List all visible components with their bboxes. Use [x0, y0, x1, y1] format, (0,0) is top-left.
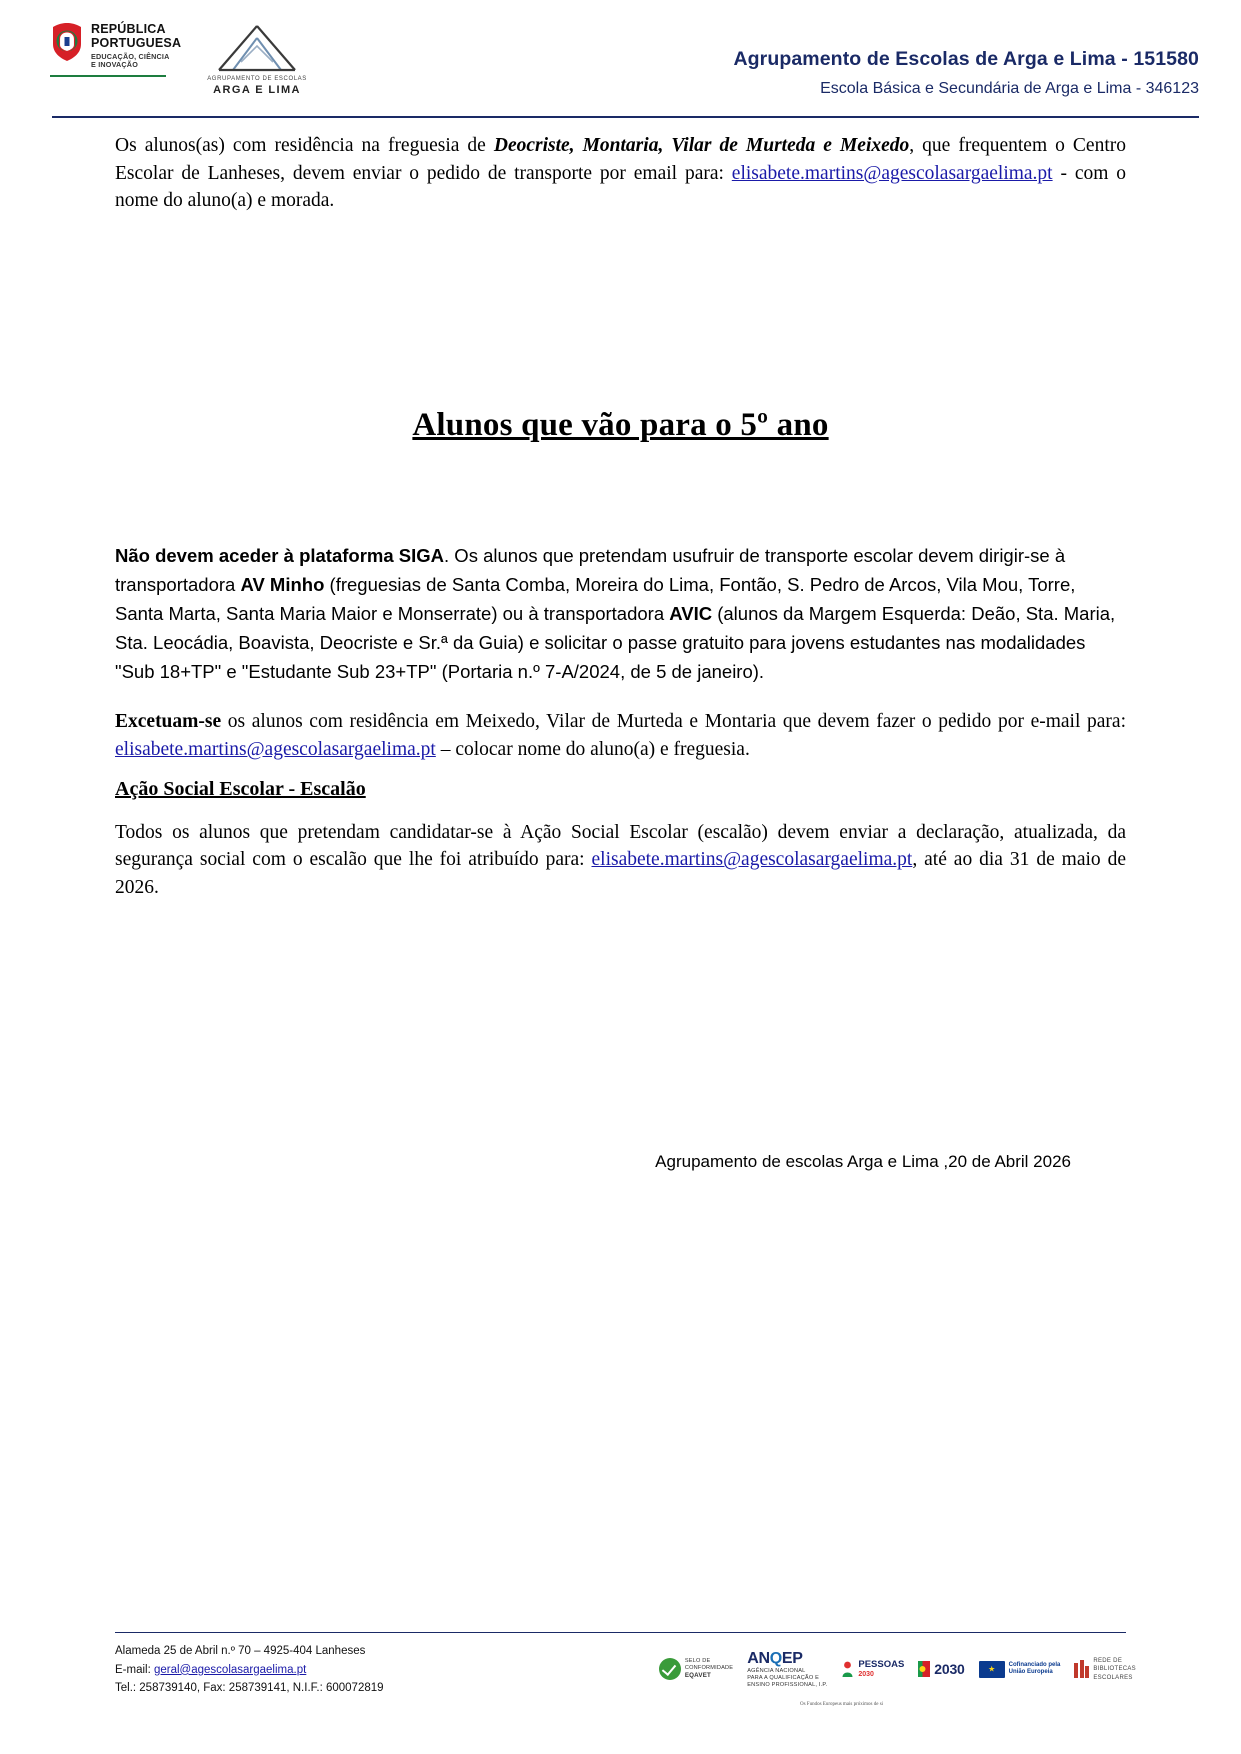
footer-logos — [659, 1642, 1136, 1689]
header-title-main: Agrupamento de Escolas de Arga e Lima - 151580 — [733, 48, 1199, 70]
rbe-books-icon — [1074, 1660, 1089, 1678]
republica-line4: E INOVAÇÃO — [91, 60, 138, 70]
rbe-logo — [1074, 1657, 1136, 1681]
eqavet-line1: SELO DE — [684, 1658, 711, 1665]
page-title: Alunos que vão para o 5º ano — [412, 407, 829, 444]
footer-divider — [115, 1632, 1126, 1633]
acao-social-text1: Todos os alunos que pretendam candidatar-se à Ação Social Escolar (escalão) devem enviar a declaração, atualizada, da segurança social com o escalão que lhe foi atribuído para: — [115, 821, 1126, 871]
footer-address-line: Alameda 25 de Abril n.º 70 – 4925-404 Lanheses — [115, 1645, 366, 1657]
republica-portuguesa-logo — [50, 22, 181, 77]
acao-social-text2: , até ao dia 31 de maio de 2026. — [115, 849, 1126, 899]
anqep-cap2: PARA A QUALIFICAÇÃO E — [747, 1674, 820, 1681]
signature-line: Agrupamento de escolas Arga e Lima ,20 de Abril 2026 — [655, 1152, 1071, 1171]
republica-line2: PORTUGUESA — [91, 36, 182, 50]
portugal-flag-icon — [918, 1661, 930, 1677]
eu-line1: Cofinanciado pela — [1008, 1661, 1061, 1668]
acao-social-email-link[interactable]: elisabete.martins@agescolasargaelima.pt — [591, 849, 913, 871]
excetuam-bold-lead: Excetuam-se — [115, 711, 222, 733]
anqep-wordmark: ANQEP — [747, 1650, 803, 1667]
footer-email-link[interactable]: geral@agescolasargaelima.pt — [153, 1663, 307, 1676]
siga-text1: . Os alunos que pretendam usufruir de transporte escolar devem dirigir-se à transportadora — [115, 545, 1066, 595]
pessoas-2030-logo — [841, 1660, 904, 1678]
siga-bold-lead: Não devem aceder à plataforma SIGA — [115, 545, 445, 567]
eqavet-line2: CONFORMIDADE — [684, 1665, 734, 1672]
eu-cofinanced-logo — [979, 1661, 1061, 1678]
footer-email-line — [115, 1661, 384, 1680]
spacer-below-title — [115, 444, 1126, 542]
agrupamento-logo — [207, 22, 307, 96]
anqep-cap1: AGÊNCIA NACIONAL — [747, 1668, 806, 1674]
intro-paragraph — [115, 132, 1126, 215]
document-header — [50, 18, 1199, 114]
footer-address — [115, 1642, 384, 1698]
intro-part2: , que frequentem o Centro Escolar de Lanheses, devem enviar o pedido de transporte por email para: — [115, 135, 1127, 184]
spacer-above-title — [115, 229, 1126, 407]
republica-green-rule — [50, 75, 166, 77]
intro-part3: - com o nome do aluno(a) e morada. — [115, 162, 1127, 212]
portugal-2030-logo — [918, 1661, 964, 1677]
eqavet-logo — [659, 1658, 733, 1680]
anqep-logo — [747, 1650, 827, 1689]
excetuam-paragraph — [115, 708, 1126, 763]
pessoas-wordmark: PESSOAS — [858, 1659, 905, 1671]
agrupamento-logo-line1: AGRUPAMENTO DE ESCOLAS — [207, 76, 307, 82]
siga-paragraph — [115, 542, 1126, 686]
intro-part1: Os alunos(as) com residência na freguesia de — [115, 135, 494, 156]
operator-av-minho: AV Minho — [240, 573, 325, 595]
document-footer — [115, 1642, 1136, 1698]
excetuam-text1: os alunos com residência em Meixedo, Vilar de Murteda e Montaria que devem fazer o pedido por e-mail para: — [221, 711, 1126, 733]
eu-line2: União Europeia — [1008, 1669, 1053, 1676]
pessoas-symbol-icon — [841, 1661, 854, 1677]
rbe-line1: REDE DE — [1093, 1658, 1123, 1665]
acao-social-heading: Ação Social Escolar - Escalão — [115, 777, 366, 800]
header-title-sub: Escola Básica e Secundária de Arga e Lima - 346123 — [820, 80, 1199, 97]
header-logos — [50, 18, 307, 96]
eu-fine-note: Os Fundos Europeus mais próximos de si — [800, 1702, 884, 1707]
acao-social-paragraph — [115, 819, 1126, 902]
pessoas-year: 2030 — [858, 1670, 874, 1678]
intro-email-link[interactable]: elisabete.martins@agescolasargaelima.pt — [731, 162, 1053, 184]
header-title-block — [733, 18, 1199, 98]
rbe-line2: BIBLIOTECAS — [1093, 1666, 1136, 1673]
operator-avic: AVIC — [669, 602, 713, 624]
anqep-cap3: ENSINO PROFISSIONAL, I.P. — [747, 1681, 828, 1688]
excetuam-email-link[interactable]: elisabete.martins@agescolasargaelima.pt — [115, 739, 436, 761]
siga-text3: (alunos da Margem Esquerda: Deão, Sta. Maria, Sta. Leocádia, Boavista, Deocriste e Sr.ª da Guia) e solicitar o passe gratuito para jovens estudantes nas modalidades "Sub 18+TP" e "Estudante Sub 23+TP" (Portaria n.º 7-A/2024, de 5 de janeiro). — [115, 602, 1116, 682]
republica-line3: EDUCAÇÃO, CIÊNCIA — [91, 52, 170, 61]
rbe-line3: ESCOLARES — [1093, 1674, 1133, 1681]
portugal-2030-year: 2030 — [934, 1661, 965, 1678]
republica-line1: REPÚBLICA — [91, 22, 166, 36]
document-body — [115, 132, 1126, 916]
portugal-shield-icon — [50, 22, 84, 62]
arga-lima-mark-icon — [211, 22, 303, 74]
excetuam-text2: – colocar nome do aluno(a) e freguesia. — [435, 739, 750, 761]
eu-flag-icon — [979, 1661, 1005, 1678]
intro-freguesias: Deocriste, Montaria, Vilar de Murteda e Meixedo — [493, 135, 910, 156]
footer-phone-line: Tel.: 258739140, Fax: 258739141, N.I.F.: 600072819 — [115, 1682, 384, 1695]
siga-text2: (freguesias de Santa Comba, Moreira do Lima, Fontão, S. Pedro de Arcos, Vila Mou, Torre, Santa Marta, Santa Maria Maior e Monserrate) ou à transportadora — [115, 573, 1076, 624]
eqavet-check-icon — [659, 1658, 681, 1680]
agrupamento-logo-line2: ARGA E LIMA — [213, 84, 301, 96]
header-divider — [52, 116, 1199, 118]
footer-email-label: E-mail: — [115, 1663, 154, 1676]
eqavet-line3: EQAVET — [684, 1672, 712, 1680]
